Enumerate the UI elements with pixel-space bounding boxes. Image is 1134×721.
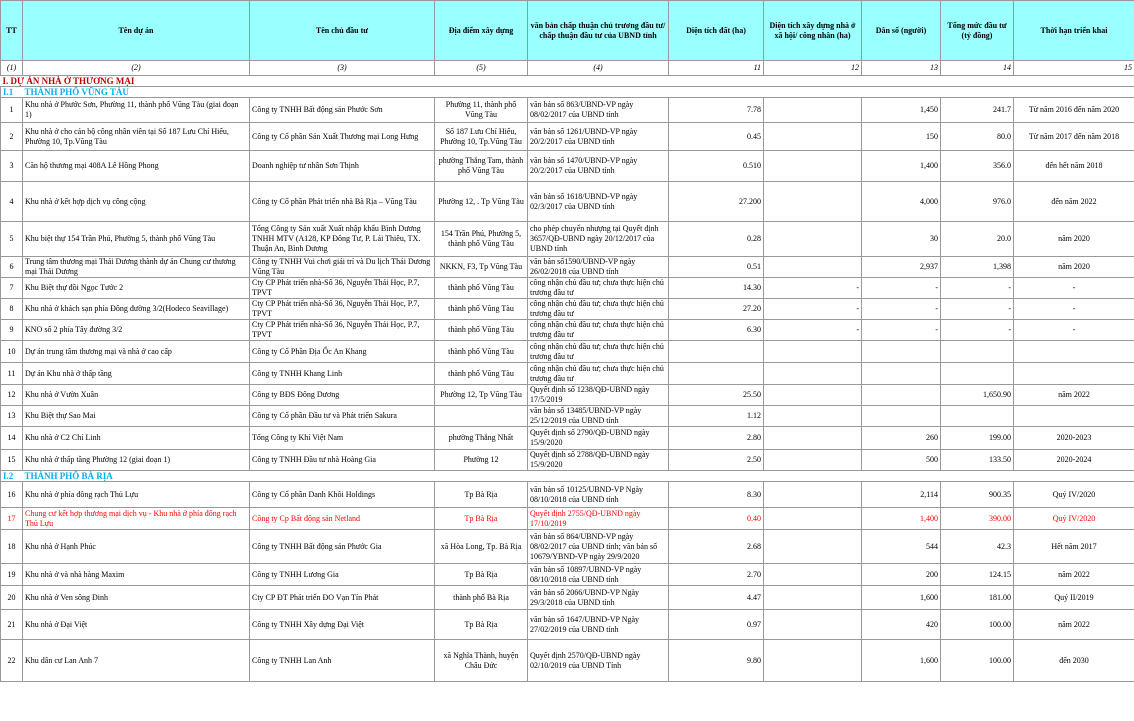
population: 2,937 bbox=[862, 257, 941, 278]
timeline: năm 2022 bbox=[1014, 610, 1134, 640]
total-investment: 900.35 bbox=[941, 482, 1014, 508]
social-housing-area bbox=[764, 98, 862, 123]
table-row bbox=[1, 610, 1134, 640]
social-housing-area bbox=[764, 427, 862, 450]
location bbox=[435, 406, 528, 427]
table-row bbox=[1, 530, 1134, 564]
land-area: 0.51 bbox=[669, 257, 764, 278]
project-name: Trung tâm thương mại Thái Dương thành dự án Chung cư thương mại Thái Dương bbox=[23, 257, 250, 278]
timeline: Từ năm 2017 đến năm 2018 bbox=[1014, 123, 1134, 151]
population: - bbox=[862, 320, 941, 341]
land-area: 8.30 bbox=[669, 482, 764, 508]
timeline: năm 2022 bbox=[1014, 564, 1134, 586]
social-housing-area bbox=[764, 450, 862, 471]
timeline: Từ năm 2016 đến năm 2020 bbox=[1014, 98, 1134, 123]
column-number: 14 bbox=[941, 61, 1014, 76]
social-housing-area bbox=[764, 482, 862, 508]
table-row bbox=[1, 151, 1134, 182]
population: 4,000 bbox=[862, 182, 941, 222]
approval-document: văn bản số 13485/UBND-VP ngày 25/12/2019 của UBND tỉnh bbox=[528, 406, 669, 427]
timeline: đến hết năm 2018 bbox=[1014, 151, 1134, 182]
approval-document: công nhận chủ đầu tư; chưa thực hiện chủ trương đầu tư bbox=[528, 278, 669, 299]
location: thành phố Vũng Tàu bbox=[435, 341, 528, 363]
group-row bbox=[1, 87, 1134, 98]
social-housing-area: - bbox=[764, 320, 862, 341]
group-row bbox=[1, 471, 1134, 482]
timeline: đến 2030 bbox=[1014, 640, 1134, 682]
column-header: văn bản chấp thuận chủ trương đầu tư/ chấp thuận đầu tư của UBND tỉnh bbox=[528, 1, 669, 61]
timeline: Quý II/2019 bbox=[1014, 586, 1134, 610]
social-housing-area bbox=[764, 257, 862, 278]
investor-name: Công ty Cổ phần Danh Khôi Holdings bbox=[250, 482, 435, 508]
table-row bbox=[1, 640, 1134, 682]
investor-name: Công ty TNHH Vui chơi giải trí và Du lịch Thái Dương Vũng Tàu bbox=[250, 257, 435, 278]
table-row bbox=[1, 182, 1134, 222]
total-investment: 20.0 bbox=[941, 222, 1014, 257]
location: thành phố Vũng Tàu bbox=[435, 363, 528, 385]
population: - bbox=[862, 278, 941, 299]
location: Phường 12, Tp Vũng Tàu bbox=[435, 385, 528, 406]
column-number: 12 bbox=[764, 61, 862, 76]
land-area: 6.30 bbox=[669, 320, 764, 341]
land-area: 2.70 bbox=[669, 564, 764, 586]
table-row bbox=[1, 385, 1134, 406]
location: thành phố Bà Rịa bbox=[435, 586, 528, 610]
table-row bbox=[1, 299, 1134, 320]
total-investment: 390.00 bbox=[941, 508, 1014, 530]
project-name: Khu nhà ở và nhà hàng Maxim bbox=[23, 564, 250, 586]
social-housing-area bbox=[764, 586, 862, 610]
investor-name: Công ty TNHH Khang Linh bbox=[250, 363, 435, 385]
population bbox=[862, 406, 941, 427]
column-number: (3) bbox=[250, 61, 435, 76]
project-name: Khu nhà ở Phước Sơn, Phường 11, thành phố Vũng Tàu (giai đoạn 1) bbox=[23, 98, 250, 123]
header-row bbox=[1, 1, 1134, 61]
population: 544 bbox=[862, 530, 941, 564]
approval-document: văn bản số 864/UBND-VP ngày 08/02/2017 của UBND tỉnh; văn bản số 10679/YBND-VP ngày 29/9/2020 bbox=[528, 530, 669, 564]
project-name: Khu dân cư Lan Anh 7 bbox=[23, 640, 250, 682]
investor-name: Cty CP Phát triển nhà-Số 36, Nguyễn Thái Học, P.7, TPVT bbox=[250, 299, 435, 320]
project-name: Khu Biệt thự Sao Mai bbox=[23, 406, 250, 427]
location: Số 187 Lưu Chí Hiếu, Phường 10, Tp.Vũng Tàu bbox=[435, 123, 528, 151]
total-investment: 42.3 bbox=[941, 530, 1014, 564]
row-number: 5 bbox=[1, 222, 23, 257]
project-name: KNO số 2 phía Tây đường 3/2 bbox=[23, 320, 250, 341]
location: phường Thắng Tam, thành phố Vũng Tàu bbox=[435, 151, 528, 182]
population: 1,600 bbox=[862, 586, 941, 610]
total-investment: 976.0 bbox=[941, 182, 1014, 222]
population: 500 bbox=[862, 450, 941, 471]
row-number: 17 bbox=[1, 508, 23, 530]
location: xã Hòa Long, Tp. Bà Rịa bbox=[435, 530, 528, 564]
column-header: Tên dự án bbox=[23, 1, 250, 61]
location: Phường 12, . Tp Vũng Tàu bbox=[435, 182, 528, 222]
project-name: Khu nhà ở Hạnh Phúc bbox=[23, 530, 250, 564]
approval-document: văn bản số 10897/UBND-VP ngày 08/10/2018 của UBND tỉnh bbox=[528, 564, 669, 586]
column-number: 15 bbox=[1014, 61, 1134, 76]
land-area: 0.97 bbox=[669, 610, 764, 640]
timeline: năm 2020 bbox=[1014, 257, 1134, 278]
column-header: Diện tích đất (ha) bbox=[669, 1, 764, 61]
row-number: 11 bbox=[1, 363, 23, 385]
approval-document: văn bản số 10125/UBND-VP Ngày 08/10/2018 của UBND tỉnh bbox=[528, 482, 669, 508]
social-housing-area bbox=[764, 341, 862, 363]
row-number: 21 bbox=[1, 610, 23, 640]
population: 1,400 bbox=[862, 508, 941, 530]
approval-document: Quyết định số 2790/QĐ-UBND ngày 15/9/2020 bbox=[528, 427, 669, 450]
row-number: 20 bbox=[1, 586, 23, 610]
total-investment bbox=[941, 406, 1014, 427]
approval-document: công nhận chủ đầu tư; chưa thực hiện chủ trương đầu tư bbox=[528, 299, 669, 320]
column-header: Dân số (người) bbox=[862, 1, 941, 61]
total-investment bbox=[941, 363, 1014, 385]
approval-document: Quyết định 2755/QĐ-UBND ngày 17/10/2019 bbox=[528, 508, 669, 530]
column-header: Tên chủ đầu tư bbox=[250, 1, 435, 61]
timeline bbox=[1014, 406, 1134, 427]
timeline: 2020-2024 bbox=[1014, 450, 1134, 471]
investor-name: Công ty Cổ phần Đầu tư và Phát triển Sakura bbox=[250, 406, 435, 427]
project-name: Dự án Khu nhà ở thấp tầng bbox=[23, 363, 250, 385]
location: Tp Bà Rịa bbox=[435, 610, 528, 640]
column-number: (2) bbox=[23, 61, 250, 76]
project-name: Khu nhà ở thấp tầng Phường 12 (giai đoạn 1) bbox=[23, 450, 250, 471]
investor-name: Cty CP Phát triển nhà-Số 36, Nguyễn Thái Học, P.7, TPVT bbox=[250, 278, 435, 299]
timeline: Hết năm 2017 bbox=[1014, 530, 1134, 564]
timeline: Quý IV/2020 bbox=[1014, 482, 1134, 508]
row-number: 12 bbox=[1, 385, 23, 406]
project-name: Khu nhà ở khách sạn phía Đông đường 3/2(Hodeco Seavillage) bbox=[23, 299, 250, 320]
project-name: Dự án trung tâm thương mại và nhà ở cao cấp bbox=[23, 341, 250, 363]
row-number: 10 bbox=[1, 341, 23, 363]
row-number: 18 bbox=[1, 530, 23, 564]
approval-document: công nhận chủ đầu tư; chưa thực hiện chủ trương đầu tư bbox=[528, 341, 669, 363]
table-row bbox=[1, 406, 1134, 427]
column-header: Địa điểm xây dựng bbox=[435, 1, 528, 61]
timeline bbox=[1014, 363, 1134, 385]
project-name: Chung cư kết hợp thương mại dịch vụ - Khu nhà ở phía đông rạch Thủ Lựu bbox=[23, 508, 250, 530]
row-number: 4 bbox=[1, 182, 23, 222]
column-number: (5) bbox=[435, 61, 528, 76]
location: thành phố Vũng Tàu bbox=[435, 278, 528, 299]
total-investment: - bbox=[941, 278, 1014, 299]
row-number: 16 bbox=[1, 482, 23, 508]
total-investment: 133.50 bbox=[941, 450, 1014, 471]
land-area: 0.510 bbox=[669, 151, 764, 182]
row-number: 22 bbox=[1, 640, 23, 682]
location: Phường 12 bbox=[435, 450, 528, 471]
land-area: 27.20 bbox=[669, 299, 764, 320]
social-housing-area bbox=[764, 640, 862, 682]
approval-document: văn bản số 2066/UBND-VP Ngày 29/3/2018 của UBND tỉnh bbox=[528, 586, 669, 610]
project-name: Khu nhà ở C2 Chí Linh bbox=[23, 427, 250, 450]
land-area: 14.30 bbox=[669, 278, 764, 299]
land-area bbox=[669, 341, 764, 363]
land-area: 2.80 bbox=[669, 427, 764, 450]
social-housing-area bbox=[764, 406, 862, 427]
investor-name: Công ty TNHH Đầu tư nhà Hoàng Gia bbox=[250, 450, 435, 471]
investor-name: Công ty Cp Bất động sản Netland bbox=[250, 508, 435, 530]
group-code: I.2 bbox=[1, 471, 23, 482]
land-area: 0.40 bbox=[669, 508, 764, 530]
investor-name: Công ty BĐS Đông Dương bbox=[250, 385, 435, 406]
social-housing-area: - bbox=[764, 278, 862, 299]
row-number: 8 bbox=[1, 299, 23, 320]
location: 154 Trần Phú, Phường 5, thành phố Vũng Tàu bbox=[435, 222, 528, 257]
table-row bbox=[1, 257, 1134, 278]
table-row bbox=[1, 320, 1134, 341]
column-header: Thời hạn triển khai bbox=[1014, 1, 1134, 61]
timeline: năm 2022 bbox=[1014, 385, 1134, 406]
timeline: - bbox=[1014, 299, 1134, 320]
population: 1,400 bbox=[862, 151, 941, 182]
land-area: 2.68 bbox=[669, 530, 764, 564]
population: 1,600 bbox=[862, 640, 941, 682]
land-area bbox=[669, 363, 764, 385]
investor-name: Công ty TNHH Lương Gia bbox=[250, 564, 435, 586]
population: 1,450 bbox=[862, 98, 941, 123]
table-row bbox=[1, 363, 1134, 385]
social-housing-area bbox=[764, 564, 862, 586]
population: 2,114 bbox=[862, 482, 941, 508]
total-investment: 100.00 bbox=[941, 610, 1014, 640]
total-investment: 100.00 bbox=[941, 640, 1014, 682]
population: 150 bbox=[862, 123, 941, 151]
investor-name: Công ty Cổ phần Phát triển nhà Bà Rịa – Vũng Tàu bbox=[250, 182, 435, 222]
social-housing-area bbox=[764, 508, 862, 530]
land-area: 4.47 bbox=[669, 586, 764, 610]
location: Tp Bà Rịa bbox=[435, 508, 528, 530]
approval-document: Quyết định 2570/QĐ-UBND ngày 02/10/2019 của UBND Tỉnh bbox=[528, 640, 669, 682]
approval-document: Quyết định số 2788/QĐ-UBND ngày 15/9/2020 bbox=[528, 450, 669, 471]
approval-document: văn bản số 863/UBND-VP ngày 08/02/2017 của UBND tỉnh bbox=[528, 98, 669, 123]
population: 30 bbox=[862, 222, 941, 257]
location: thành phố Vũng Tàu bbox=[435, 320, 528, 341]
population bbox=[862, 363, 941, 385]
row-number: 1 bbox=[1, 98, 23, 123]
table-row bbox=[1, 123, 1134, 151]
table-row bbox=[1, 98, 1134, 123]
total-investment bbox=[941, 341, 1014, 363]
approval-document: văn bản số 1261/UBND-VP ngày 20/2/2017 của UBND tỉnh bbox=[528, 123, 669, 151]
land-area: 27.200 bbox=[669, 182, 764, 222]
land-area: 1.12 bbox=[669, 406, 764, 427]
location: Tp Bà Rịa bbox=[435, 564, 528, 586]
social-housing-area bbox=[764, 123, 862, 151]
population bbox=[862, 385, 941, 406]
table-row bbox=[1, 508, 1134, 530]
total-investment: 1,650.90 bbox=[941, 385, 1014, 406]
timeline: năm 2020 bbox=[1014, 222, 1134, 257]
row-number: 19 bbox=[1, 564, 23, 586]
investor-name: Công ty Cổ Phần Địa Ốc An Khang bbox=[250, 341, 435, 363]
social-housing-area bbox=[764, 222, 862, 257]
total-investment: 241.7 bbox=[941, 98, 1014, 123]
project-name: Khu nhà ở phía đông rạch Thủ Lựu bbox=[23, 482, 250, 508]
location: NKKN, F3, Tp Vũng Tàu bbox=[435, 257, 528, 278]
approval-document: văn bản số 1647/UBND-VP Ngày 27/02/2019 của UBND tỉnh bbox=[528, 610, 669, 640]
group-name: THÀNH PHỐ BÀ RỊA bbox=[23, 471, 1134, 482]
project-name: Căn hộ thương mại 408A Lê Hồng Phong bbox=[23, 151, 250, 182]
approval-document: công nhận chủ đầu tư; chưa thực hiện chủ trương đầu tư bbox=[528, 363, 669, 385]
investor-name: Công ty TNHH Bất động sản Phước Gia bbox=[250, 530, 435, 564]
table-row bbox=[1, 450, 1134, 471]
investor-name: Tổng Công ty Sản xuất Xuất nhập khẩu Bình Dương TNHH MTV (A128, KP Đông Tư, P. Lái Thiêu, TX. Thuận An, Bình Dương bbox=[250, 222, 435, 257]
row-number: 13 bbox=[1, 406, 23, 427]
column-number: (1) bbox=[1, 61, 23, 76]
timeline: Quý IV/2020 bbox=[1014, 508, 1134, 530]
group-name: THÀNH PHỐ VŨNG TÀU bbox=[23, 87, 1134, 98]
timeline: - bbox=[1014, 278, 1134, 299]
column-number-row bbox=[1, 61, 1134, 76]
table-row bbox=[1, 482, 1134, 508]
location: thành phố Vũng Tàu bbox=[435, 299, 528, 320]
approval-document: văn bản số1590/UBND-VP ngày 26/02/2018 của UBND tỉnh bbox=[528, 257, 669, 278]
investor-name: Công ty TNHH Xây dựng Đại Việt bbox=[250, 610, 435, 640]
investor-name: Cty CP Phát triển nhà-Số 36, Nguyễn Thái Học, P.7, TPVT bbox=[250, 320, 435, 341]
investor-name: Tổng Công ty Khí Việt Nam bbox=[250, 427, 435, 450]
column-number: 13 bbox=[862, 61, 941, 76]
total-investment: 124.15 bbox=[941, 564, 1014, 586]
land-area: 25.50 bbox=[669, 385, 764, 406]
timeline: - bbox=[1014, 320, 1134, 341]
social-housing-area bbox=[764, 385, 862, 406]
land-area: 7.78 bbox=[669, 98, 764, 123]
approval-document: Quyết định số 1238/QĐ-UBND ngày 17/5/2019 bbox=[528, 385, 669, 406]
approval-document: cho phép chuyển nhượng tại Quyết định 3657/QĐ-UBND ngày 20/12/2017 của UBND tỉnh bbox=[528, 222, 669, 257]
project-name: Khu nhà ở cho cán bộ công nhân viên tại Số 187 Lưu Chí Hiếu, Phường 10, Tp.Vũng Tàu bbox=[23, 123, 250, 151]
row-number: 15 bbox=[1, 450, 23, 471]
total-investment: 181.00 bbox=[941, 586, 1014, 610]
land-area: 0.28 bbox=[669, 222, 764, 257]
social-housing-area: - bbox=[764, 299, 862, 320]
timeline: 2020-2023 bbox=[1014, 427, 1134, 450]
column-number: 11 bbox=[669, 61, 764, 76]
social-housing-area bbox=[764, 151, 862, 182]
location: phường Thắng Nhất bbox=[435, 427, 528, 450]
location: xã Nghĩa Thành, huyện Châu Đức bbox=[435, 640, 528, 682]
investor-name: Công ty TNHH Lan Anh bbox=[250, 640, 435, 682]
social-housing-area bbox=[764, 182, 862, 222]
row-number: 9 bbox=[1, 320, 23, 341]
investor-name: Công ty TNHH Bất động sản Phước Sơn bbox=[250, 98, 435, 123]
timeline: đến năm 2022 bbox=[1014, 182, 1134, 222]
table-row bbox=[1, 564, 1134, 586]
timeline bbox=[1014, 341, 1134, 363]
column-number: (4) bbox=[528, 61, 669, 76]
group-code: I.1 bbox=[1, 87, 23, 98]
population bbox=[862, 341, 941, 363]
total-investment: - bbox=[941, 299, 1014, 320]
population: - bbox=[862, 299, 941, 320]
social-housing-area bbox=[764, 363, 862, 385]
approval-document: văn bản số 1618/UBND-VP ngày 02/3/2017 của UBND tỉnh bbox=[528, 182, 669, 222]
social-housing-area bbox=[764, 610, 862, 640]
investor-name: Cty CP ĐT Phát triển ĐO Vạn Tín Phát bbox=[250, 586, 435, 610]
total-investment: 1,398 bbox=[941, 257, 1014, 278]
section-title: I. DỰ ÁN NHÀ Ở THƯƠNG MẠI bbox=[1, 76, 1134, 87]
total-investment: 199.00 bbox=[941, 427, 1014, 450]
section-row bbox=[1, 76, 1134, 87]
social-housing-area bbox=[764, 530, 862, 564]
approval-document: công nhận chủ đầu tư; chưa thực hiện chủ trương đầu tư bbox=[528, 320, 669, 341]
land-area: 9.80 bbox=[669, 640, 764, 682]
project-name: Khu nhà ở Đại Việt bbox=[23, 610, 250, 640]
land-area: 2.50 bbox=[669, 450, 764, 471]
row-number: 14 bbox=[1, 427, 23, 450]
approval-document: văn bản số 1470/UBND-VP ngày 20/2/2017 của UBND tỉnh bbox=[528, 151, 669, 182]
project-name: Khu Biệt thự đồi Ngọc Tước 2 bbox=[23, 278, 250, 299]
row-number: 6 bbox=[1, 257, 23, 278]
row-number: 7 bbox=[1, 278, 23, 299]
project-name: Khu nhà ở Ven sông Dinh bbox=[23, 586, 250, 610]
total-investment: 80.0 bbox=[941, 123, 1014, 151]
table-row bbox=[1, 278, 1134, 299]
column-header: Tổng mức đầu tư (tỷ đồng) bbox=[941, 1, 1014, 61]
table-row bbox=[1, 222, 1134, 257]
total-investment: - bbox=[941, 320, 1014, 341]
total-investment: 356.0 bbox=[941, 151, 1014, 182]
row-number: 3 bbox=[1, 151, 23, 182]
location: Phường 11, thành phố Vũng Tàu bbox=[435, 98, 528, 123]
table-row bbox=[1, 586, 1134, 610]
project-name: Khu nhà ở Vườn Xuân bbox=[23, 385, 250, 406]
population: 420 bbox=[862, 610, 941, 640]
table-row bbox=[1, 341, 1134, 363]
population: 200 bbox=[862, 564, 941, 586]
location: Tp Bà Rịa bbox=[435, 482, 528, 508]
column-header: TT bbox=[1, 1, 23, 61]
project-name: Khu biệt thự 154 Trần Phú, Phường 5, thành phố Vũng Tàu bbox=[23, 222, 250, 257]
table-body bbox=[1, 61, 1134, 682]
project-name: Khu nhà ở kết hợp dịch vụ công cộng bbox=[23, 182, 250, 222]
population: 260 bbox=[862, 427, 941, 450]
investor-name: Doanh nghiệp tư nhân Sơn Thịnh bbox=[250, 151, 435, 182]
row-number: 2 bbox=[1, 123, 23, 151]
column-header: Diện tích xây dựng nhà ở xã hội/ công nhân (ha) bbox=[764, 1, 862, 61]
table-row bbox=[1, 427, 1134, 450]
land-area: 0.45 bbox=[669, 123, 764, 151]
investor-name: Công ty Cổ phần Sản Xuất Thương mại Long Hưng bbox=[250, 123, 435, 151]
